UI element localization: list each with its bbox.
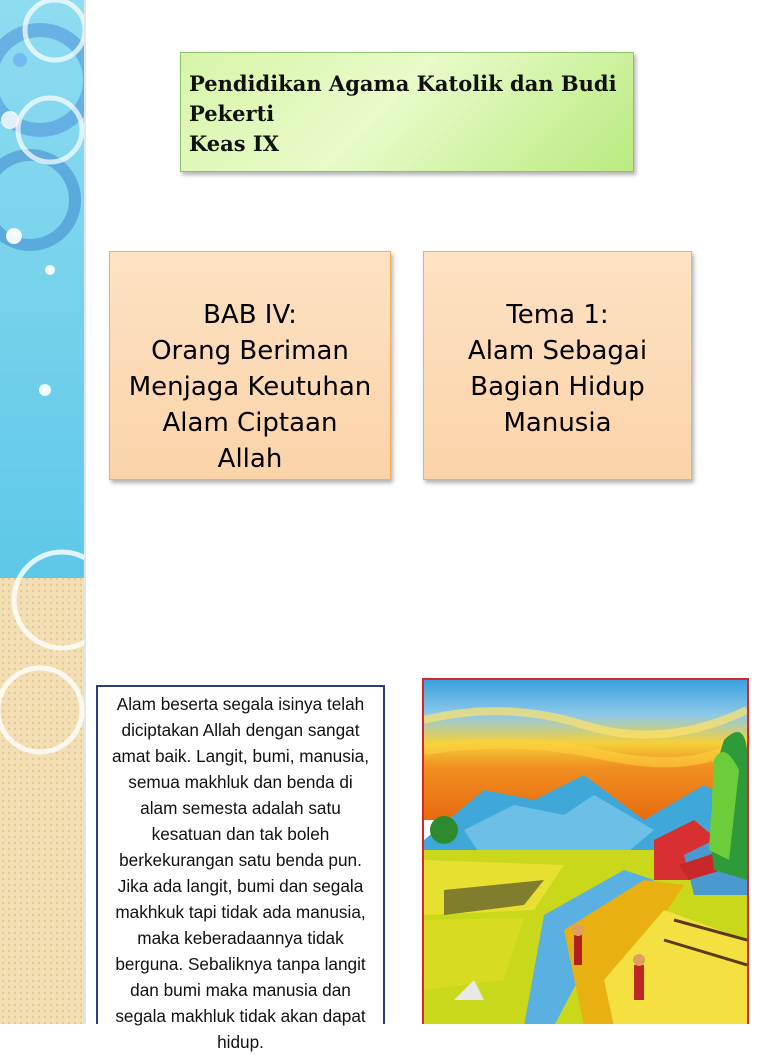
landscape-painting-image: [424, 680, 747, 1024]
strip-divider: [84, 0, 86, 1024]
landscape-painting: [422, 678, 749, 1024]
chapter-label: BAB IV:: [203, 300, 297, 330]
circle-pattern-icon: [0, 0, 84, 1024]
chapter-box: [109, 251, 391, 480]
description-text-box: [96, 685, 385, 1052]
description-paragraph: Alam beserta segala isinya telah diciptakan Allah dengan sangat amat baik. Langit, bumi, manusia, semua makhluk dan benda di alam semesta adalah satu kesatuan dan tak boleh berkekurangan satu benda pun. Jika ada langit, bumi dan segala makhkuk tapi tidak ada manusia, maka keberadaannya tidak berguna. Sebaliknya tanpa langit dan bumi maka manusia dan segala makhluk tidak akan dapat hidup.: [112, 694, 369, 1052]
theme-box: [423, 251, 692, 480]
subject-title-line1: Pendidikan Agama Katolik dan Budi: [189, 71, 617, 96]
class-label: Keas IX: [189, 131, 280, 156]
subject-title-line2: Pekerti: [189, 101, 275, 126]
subject-title-box: [180, 52, 634, 172]
theme-title: Alam Sebagai Bagian Hidup Manusia: [467, 336, 648, 438]
decorative-side-strip: [0, 0, 84, 1024]
theme-label: Tema 1:: [506, 300, 609, 330]
chapter-title: Orang Beriman Menjaga Keutuhan Alam Ciptaan Allah: [128, 336, 372, 474]
